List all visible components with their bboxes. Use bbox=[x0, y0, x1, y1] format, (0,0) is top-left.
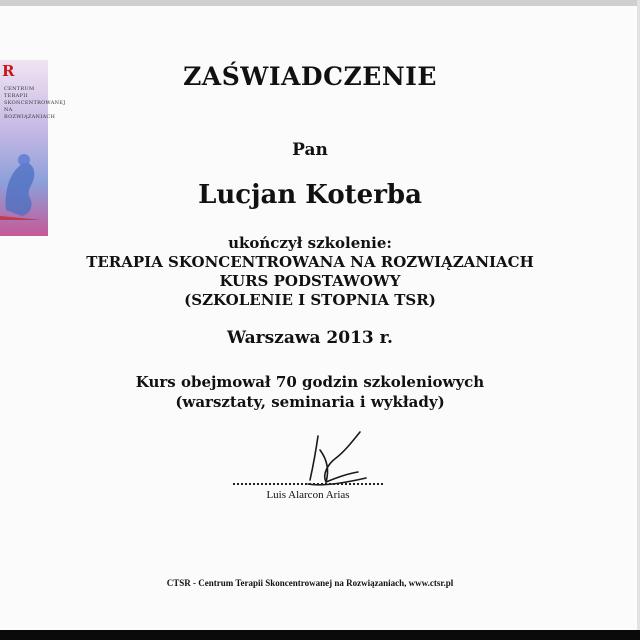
course-line: TERAPIA SKONCENTROWANA NA ROZWIĄZANIACH bbox=[86, 253, 534, 271]
course-name bbox=[0, 253, 620, 310]
signer-name: Luis Alarcon Arias bbox=[266, 489, 350, 501]
salutation: Pan bbox=[292, 140, 328, 160]
course-line: KURS PODSTAWOWY bbox=[219, 272, 401, 290]
handwritten-signature bbox=[300, 428, 370, 490]
footer-text: CTSR - Centrum Terapii Skoncentrowanej na Rozwiązaniach, www.ctsr.pl bbox=[166, 578, 454, 588]
hours-line: Kurs obejmował 70 godzin szkoleniowych bbox=[135, 373, 485, 391]
certificate-title: ZAŚWIADCZENIE bbox=[183, 62, 437, 91]
completion-intro: ukończył szkolenie: bbox=[228, 234, 392, 252]
logo-mark: R bbox=[2, 62, 15, 80]
course-line: (SZKOLENIE I STOPNIA TSR) bbox=[184, 291, 436, 309]
scan-border-top bbox=[0, 0, 640, 6]
recipient-name: Lucjan Koterba bbox=[198, 180, 422, 210]
place-date: Warszawa 2013 r. bbox=[227, 328, 393, 348]
hours-line: (warsztaty, seminaria i wykłady) bbox=[175, 393, 445, 411]
course-hours bbox=[0, 372, 620, 412]
signature-line bbox=[233, 483, 383, 485]
scan-border-bottom bbox=[0, 630, 640, 640]
logo-text: CENTRUM TERAPII SKONCENTROWANEJ NA ROZWIĄZANIACH bbox=[4, 86, 66, 120]
